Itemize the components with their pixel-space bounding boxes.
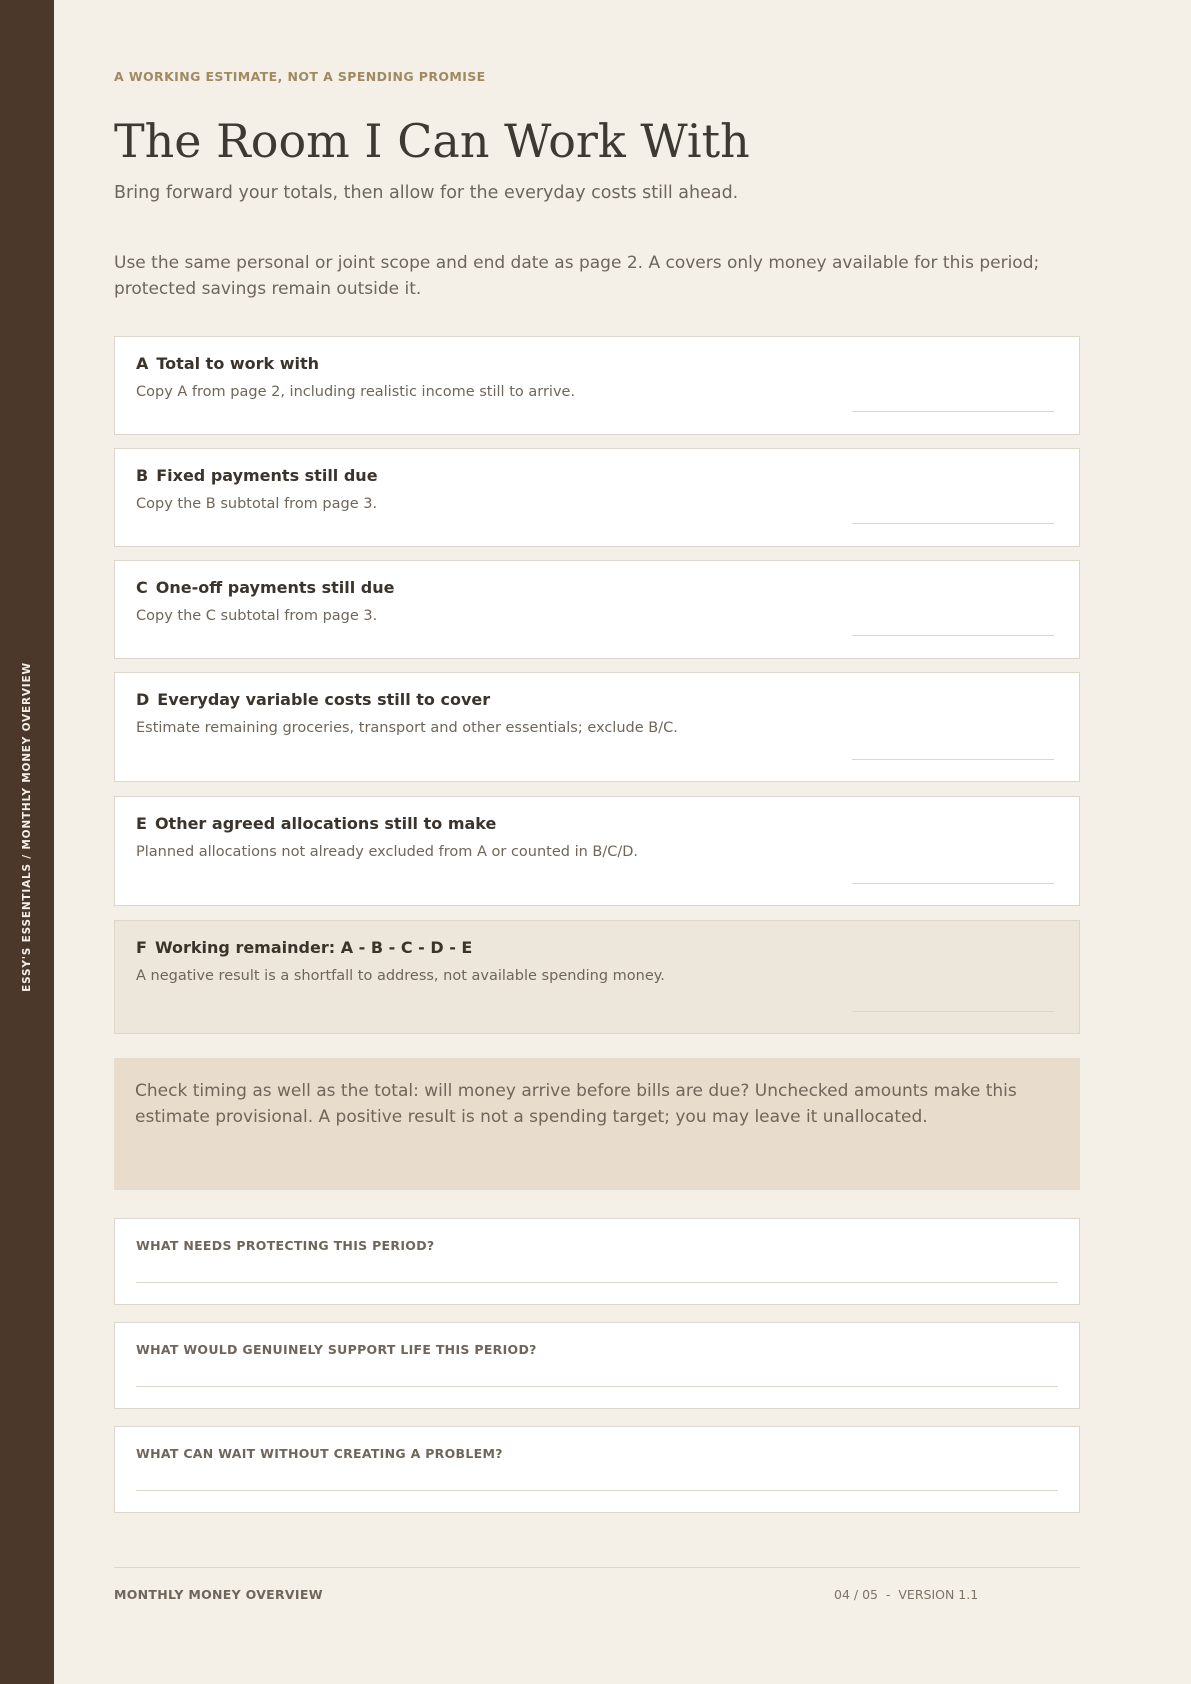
row-note: Copy A from page 2, including realistic income still to arrive. <box>136 384 576 400</box>
row-d-everyday-costs <box>114 672 1080 782</box>
answer-line-can-wait[interactable] <box>136 1490 1058 1491</box>
row-letter: B <box>136 466 149 485</box>
row-note: Copy the C subtotal from page 3. <box>136 608 378 624</box>
answer-line-protecting[interactable] <box>136 1282 1058 1283</box>
row-note: Copy the B subtotal from page 3. <box>136 496 378 512</box>
row-a-total-to-work-with <box>114 336 1080 435</box>
row-title: Total to work with <box>156 354 320 373</box>
row-letter: A <box>136 354 149 373</box>
question-support-life <box>114 1322 1080 1409</box>
question-label: WHAT WOULD GENUINELY SUPPORT LIFE THIS PERIOD? <box>136 1342 537 1357</box>
row-note: Planned allocations not already excluded from A or counted in B/C/D. <box>136 844 639 860</box>
eyebrow: A WORKING ESTIMATE, NOT A SPENDING PROMISE <box>114 69 486 84</box>
sidebar-label: ESSY'S ESSENTIALS / MONTHLY MONEY OVERVIEW <box>21 662 33 992</box>
row-title: Fixed payments still due <box>156 466 378 485</box>
row-letter: D <box>136 690 150 709</box>
row-letter: E <box>136 814 147 833</box>
row-letter: F <box>136 938 147 957</box>
question-protecting <box>114 1218 1080 1305</box>
row-title: One-off payments still due <box>155 578 395 597</box>
page-subtitle: Bring forward your totals, then allow for the everyday costs still ahead. <box>114 183 739 203</box>
row-title: Other agreed allocations still to make <box>154 814 497 833</box>
question-can-wait <box>114 1426 1080 1513</box>
row-c-one-off-payments <box>114 560 1080 659</box>
timing-notice <box>114 1058 1080 1190</box>
row-title: Working remainder: A - B - C - D - E <box>154 938 473 957</box>
row-note: A negative result is a shortfall to address, not available spending money. <box>136 968 665 984</box>
page-title: The Room I Can Work With <box>114 114 750 168</box>
amount-field-c[interactable] <box>852 635 1054 636</box>
answer-line-support-life[interactable] <box>136 1386 1058 1387</box>
amount-field-b[interactable] <box>852 523 1054 524</box>
row-letter: C <box>136 578 148 597</box>
footer-title: MONTHLY MONEY OVERVIEW <box>114 1587 323 1602</box>
amount-field-f[interactable] <box>852 1011 1054 1012</box>
amount-field-d[interactable] <box>852 759 1054 760</box>
page-number: 04 / 05 - VERSION 1.1 <box>834 1587 979 1602</box>
footer-divider <box>114 1567 1080 1568</box>
amount-field-e[interactable] <box>852 883 1054 884</box>
row-note: Estimate remaining groceries, transport and other essentials; exclude B/C. <box>136 720 678 736</box>
intro-text: Use the same personal or joint scope and end date as page 2. A covers only money available for this period; protected savings remain outside it. <box>114 253 1040 299</box>
amount-field-a[interactable] <box>852 411 1054 412</box>
question-label: WHAT NEEDS PROTECTING THIS PERIOD? <box>136 1238 435 1253</box>
row-title: Everyday variable costs still to cover <box>157 690 491 709</box>
question-label: WHAT CAN WAIT WITHOUT CREATING A PROBLEM? <box>136 1446 503 1461</box>
row-e-other-allocations <box>114 796 1080 906</box>
sidebar <box>0 0 54 1684</box>
notice-text: Check timing as well as the total: will money arrive before bills are due? Unchecked amounts make this estimate provisional. A positive result is not a spending target; you may leave it unallocated. <box>135 1081 1017 1127</box>
row-b-fixed-payments <box>114 448 1080 547</box>
row-f-working-remainder <box>114 920 1080 1034</box>
